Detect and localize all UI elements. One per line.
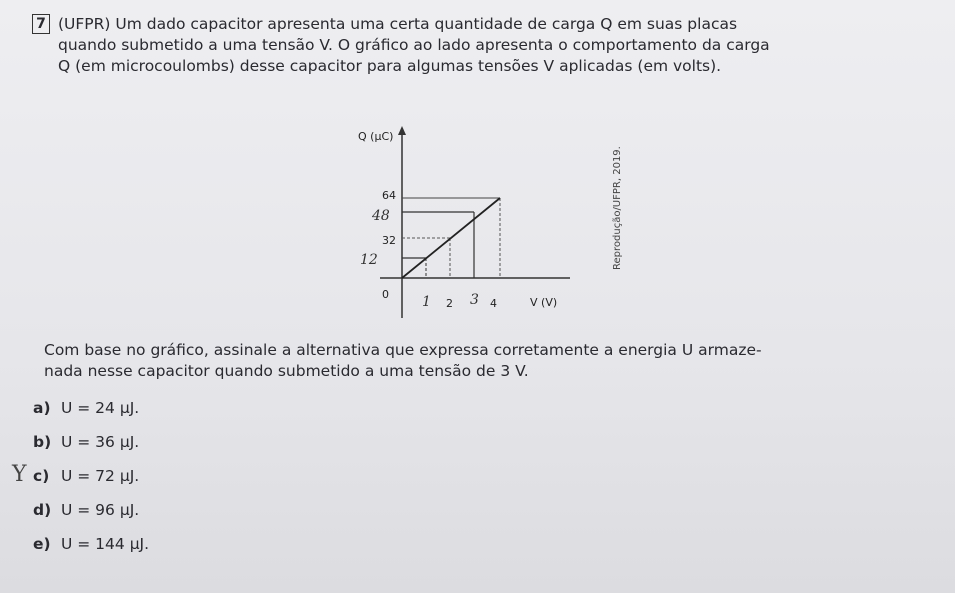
data-line (402, 198, 500, 278)
alternative-e[interactable] (33, 535, 149, 553)
x-tick-label: 0 (382, 288, 389, 301)
handwritten-check-mark: Y (12, 462, 27, 487)
alternative-a[interactable] (33, 399, 139, 417)
alternative-c[interactable] (33, 467, 139, 485)
x-tick-label: 4 (490, 297, 497, 310)
alternative-text: U = 96 μJ. (61, 501, 140, 519)
y-tick-label: 64 (382, 189, 396, 202)
alternative-letter: a) (33, 399, 51, 417)
stem-line: (UFPR) Um dado capacitor apresenta uma certa quantidade de carga Q em suas placas (58, 15, 738, 33)
stem-line: quando submetido a uma tensão V. O gráfico ao lado apresenta o comportamento da carga (58, 36, 770, 54)
alternative-letter: c) (33, 467, 50, 485)
question-number: 7 (32, 14, 50, 34)
question-prompt (44, 340, 934, 382)
hand-y-tick: 12 (360, 252, 378, 268)
question-stem (58, 14, 918, 77)
alternative-letter: b) (33, 433, 52, 451)
alternative-d[interactable] (33, 501, 139, 519)
image-credit: Reprodução/UFPR, 2019. (612, 146, 623, 270)
charge-voltage-chart (330, 118, 590, 328)
prompt-line: Com base no gráfico, assinale a alternativa que expressa corretamente a energia U armaze- (44, 341, 762, 359)
y-tick-label: 32 (382, 234, 396, 247)
alternative-b[interactable] (33, 433, 139, 451)
alternative-text: U = 144 μJ. (61, 535, 150, 553)
y-axis-arrow (398, 126, 406, 135)
y-axis-label: Q (μC) (358, 130, 394, 143)
prompt-line: nada nesse capacitor quando submetido a uma tensão de 3 V. (44, 362, 529, 380)
hand-y-tick: 48 (372, 208, 390, 224)
alternative-text: U = 72 μJ. (61, 467, 140, 485)
hand-x-tick: 1 (422, 294, 431, 310)
x-tick-label: 2 (446, 297, 453, 310)
alternative-text: U = 36 μJ. (61, 433, 140, 451)
x-axis-label: V (V) (530, 296, 558, 309)
alternative-letter: d) (33, 501, 52, 519)
hand-x-tick: 3 (470, 292, 479, 308)
stem-line: Q (em microcoulombs) desse capacitor para algumas tensões V aplicadas (em volts). (58, 57, 722, 75)
alternative-letter: e) (33, 535, 51, 553)
alternative-text: U = 24 μJ. (61, 399, 140, 417)
